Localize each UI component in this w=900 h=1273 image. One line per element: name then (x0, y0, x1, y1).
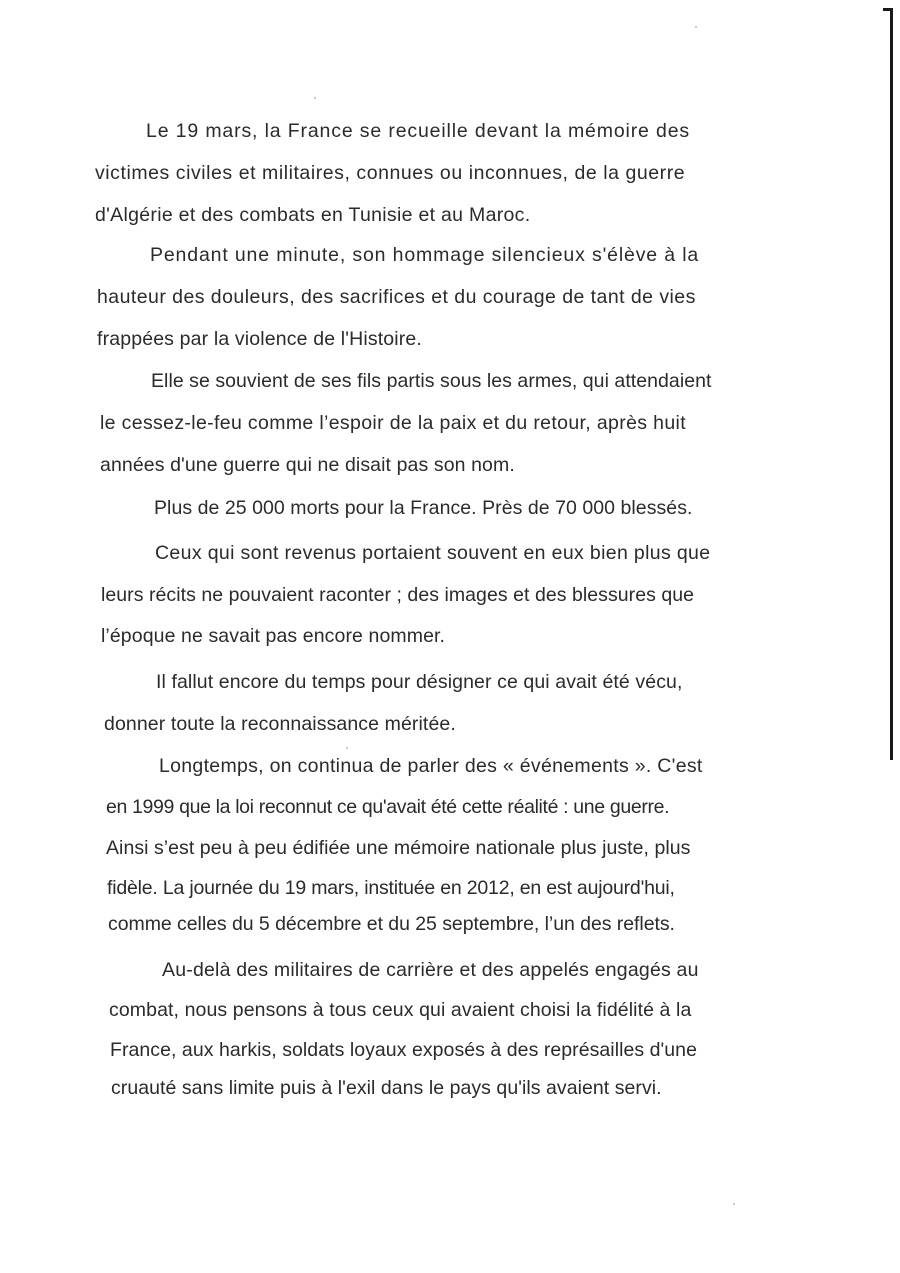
text-line: frappées par la violence de l'Histoire. (97, 328, 422, 350)
text-line: l’époque ne savait pas encore nommer. (101, 625, 446, 647)
text-line: Longtemps, on continua de parler des « événements ». C'est (159, 755, 703, 777)
scan-speck (346, 747, 348, 749)
text-line: hauteur des douleurs, des sacrifices et du courage de tant de vies (97, 286, 696, 308)
text-line: victimes civiles et militaires, connues ou inconnues, de la guerre (95, 162, 686, 184)
text-line: Au-delà des militaires de carrière et des appelés engagés au (162, 959, 699, 981)
text-line: leurs récits ne pouvaient raconter ; des images et des blessures que (101, 584, 695, 606)
text-line: Plus de 25 000 morts pour la France. Près de 70 000 blessés. (154, 497, 693, 519)
text-line: France, aux harkis, soldats loyaux exposés à des représailles d'une (110, 1039, 697, 1061)
scan-edge-tick (883, 8, 893, 11)
text-line: d'Algérie et des combats en Tunisie et au Maroc. (95, 204, 531, 226)
text-line: Pendant une minute, son hommage silencieux s'élève à la (150, 244, 700, 266)
text-line: comme celles du 5 décembre et du 25 septembre, l’un des reflets. (108, 913, 675, 935)
text-line: années d'une guerre qui ne disait pas son nom. (100, 454, 515, 476)
scan-speck (314, 97, 316, 99)
scan-speck (695, 26, 697, 28)
text-line: fidèle. La journée du 19 mars, instituée en 2012, en est aujourd'hui, (107, 877, 675, 899)
text-line: en 1999 que la loi reconnut ce qu'avait été cette réalité : une guerre. (106, 796, 670, 818)
text-line: Il fallut encore du temps pour désigner ce qui avait été vécu, (156, 671, 683, 693)
text-line: Ceux qui sont revenus portaient souvent en eux bien plus que (155, 542, 711, 564)
text-line: Elle se souvient de ses fils partis sous les armes, qui attendaient (151, 370, 712, 392)
text-line: combat, nous pensons à tous ceux qui avaient choisi la fidélité à la (109, 999, 692, 1021)
text-line: donner toute la reconnaissance méritée. (104, 713, 456, 735)
scan-speck (733, 1203, 735, 1205)
text-line: le cessez-le-feu comme l’espoir de la paix et du retour, après huit (100, 412, 686, 434)
text-line: Le 19 mars, la France se recueille devant la mémoire des (146, 120, 691, 142)
text-line: Ainsi s’est peu à peu édifiée une mémoire nationale plus juste, plus (106, 837, 691, 859)
text-line: cruauté sans limite puis à l'exil dans le pays qu'ils avaient servi. (111, 1077, 662, 1099)
scan-edge-line (890, 8, 893, 760)
